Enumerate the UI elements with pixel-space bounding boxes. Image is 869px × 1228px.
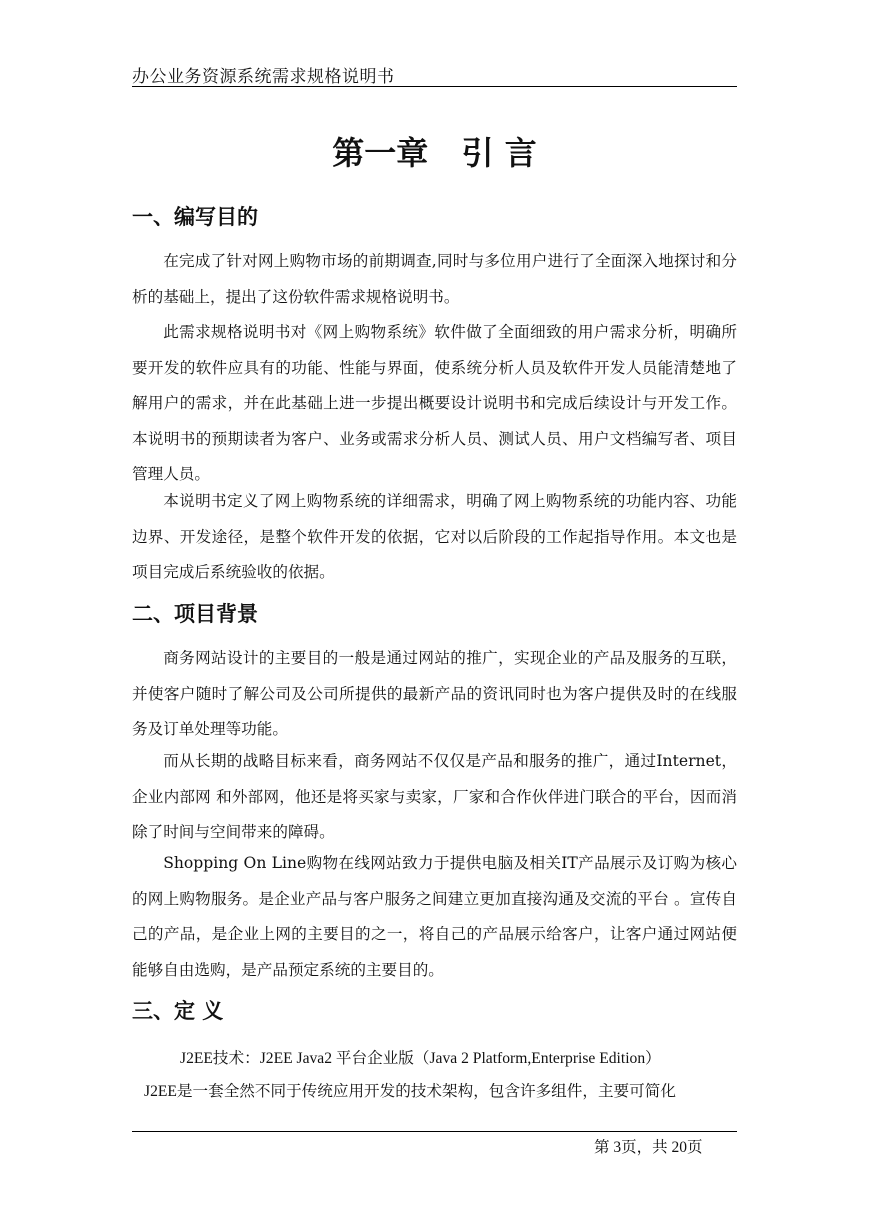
paragraph: 而从长期的战略目标来看，商务网站不仅仅是产品和服务的推广，通过Internet，企业内部网 和外部网，他还是将买家与卖家，厂家和合作伙伴进门联合的平台，因而消除了时间与空间带来的障碍。: [132, 752, 737, 841]
section-heading-background: 二、项目背景: [132, 602, 258, 626]
section-heading-purpose: 一、编写目的: [132, 205, 258, 229]
paragraph: 本说明书定义了网上购物系统的详细需求，明确了网上购物系统的功能内容、功能边界、开发途径，是整个软件开发的依据，它对以后阶段的工作起指导作用。本文也是项目完成后系统验收的依据。: [132, 492, 737, 581]
section-heading-definitions: 三、定 义: [132, 999, 224, 1023]
definition-line: J2EE是一套全然不同于传统应用开发的技术架构，包含许多组件，主要可简化: [144, 1083, 676, 1100]
paragraph: 此需求规格说明书对《网上购物系统》软件做了全面细致的用户需求分析，明确所要开发的软件应具有的功能、性能与界面，使系统分析人员及软件开发人员能清楚地了解用户的需求，并在此基础上进一步提出概要设计说明书和完成后续设计与开发工作。本说明书的预期读者为客户、业务或需求分析人员、测试人员、用户文档编写者、项目管理人员。: [132, 323, 737, 483]
footer-divider: [132, 1131, 737, 1132]
header-divider: [132, 86, 737, 87]
definition-line: J2EE技术：J2EE Java2 平台企业版（Java 2 Platform,Enterprise Edition）: [180, 1050, 661, 1067]
document-header-title: 办公业务资源系统需求规格说明书: [132, 67, 395, 87]
chapter-title: 第一章 引 言: [332, 134, 537, 172]
paragraph: 商务网站设计的主要目的一般是通过网站的推广，实现企业的产品及服务的互联，并使客户随时了解公司及公司所提供的最新产品的资讯同时也为客户提供及时的在线服务及订单处理等功能。: [132, 649, 737, 738]
page-number: 第 3页，共 20页: [594, 1139, 703, 1156]
paragraph: Shopping On Line购物在线网站致力于提供电脑及相关IT产品展示及订购为核心的网上购物服务。是企业产品与客户服务之间建立更加直接沟通及交流的平台 。宣传自己的产品，是企业上网的主要目的之一，将自己的产品展示给客户，让客户通过网站便能够自由选购，是产品预定系统的主要目的。: [132, 854, 737, 979]
paragraph: 在完成了针对网上购物市场的前期调查,同时与多位用户进行了全面深入地探讨和分析的基础上，提出了这份软件需求规格说明书。: [132, 252, 737, 306]
